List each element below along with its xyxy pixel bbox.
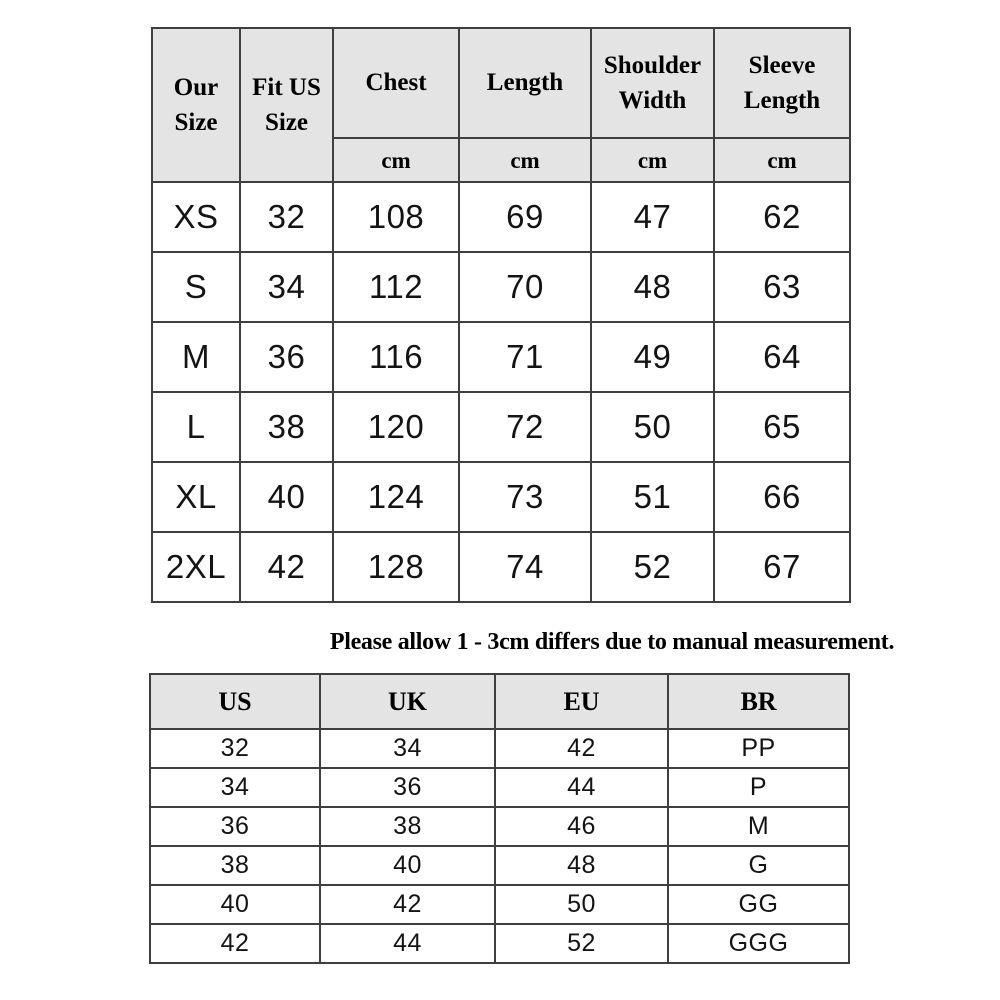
- table-cell: 112: [333, 252, 459, 322]
- table-cell: 48: [495, 846, 668, 885]
- table-cell: 38: [240, 392, 333, 462]
- column-header-eu: EU: [495, 674, 668, 729]
- table-row: [150, 885, 849, 924]
- table-row: [152, 252, 850, 322]
- table-cell: L: [152, 392, 240, 462]
- table-cell: 66: [714, 462, 850, 532]
- table-cell: 69: [459, 182, 591, 252]
- conversion-table-body: [150, 729, 849, 963]
- table-cell: 48: [591, 252, 714, 322]
- table-cell: 51: [591, 462, 714, 532]
- table-cell: 74: [459, 532, 591, 602]
- header-row: [152, 28, 850, 138]
- conversion-table-header: [150, 674, 849, 729]
- table-row: [152, 462, 850, 532]
- table-row: [152, 322, 850, 392]
- table-cell: 42: [320, 885, 495, 924]
- table-cell: 44: [495, 768, 668, 807]
- table-cell: 62: [714, 182, 850, 252]
- table-cell: 40: [320, 846, 495, 885]
- table-cell: 34: [320, 729, 495, 768]
- column-header-length: Length: [459, 28, 591, 138]
- unit-cell-shoulder-width: cm: [591, 138, 714, 182]
- column-header-uk: UK: [320, 674, 495, 729]
- table-cell: 36: [320, 768, 495, 807]
- table-cell: 65: [714, 392, 850, 462]
- table-cell: 36: [240, 322, 333, 392]
- table-cell: M: [152, 322, 240, 392]
- table-cell: G: [668, 846, 849, 885]
- table-row: [150, 924, 849, 963]
- column-header-our-size: Our Size: [152, 28, 240, 182]
- table-row: [150, 807, 849, 846]
- unit-cell-length: cm: [459, 138, 591, 182]
- table-cell: 2XL: [152, 532, 240, 602]
- table-cell: P: [668, 768, 849, 807]
- table-cell: 42: [240, 532, 333, 602]
- table-cell: 34: [240, 252, 333, 322]
- column-header-fit-us-size: Fit US Size: [240, 28, 333, 182]
- table-cell: PP: [668, 729, 849, 768]
- table-cell: 44: [320, 924, 495, 963]
- unit-cell-sleeve-length: cm: [714, 138, 850, 182]
- table-cell: 46: [495, 807, 668, 846]
- table-cell: 34: [150, 768, 320, 807]
- table-cell: 40: [150, 885, 320, 924]
- table-cell: 73: [459, 462, 591, 532]
- table-row: [152, 392, 850, 462]
- table-cell: 47: [591, 182, 714, 252]
- table-cell: 42: [150, 924, 320, 963]
- table-cell: XL: [152, 462, 240, 532]
- table-row: [150, 846, 849, 885]
- table-cell: 72: [459, 392, 591, 462]
- table-cell: 124: [333, 462, 459, 532]
- table-cell: 71: [459, 322, 591, 392]
- table-cell: 42: [495, 729, 668, 768]
- table-cell: 108: [333, 182, 459, 252]
- size-table-header: [152, 28, 850, 182]
- table-cell: 70: [459, 252, 591, 322]
- table-cell: 32: [150, 729, 320, 768]
- header-row: [150, 674, 849, 729]
- size-measurement-table: [151, 27, 851, 603]
- column-header-br: BR: [668, 674, 849, 729]
- table-cell: 63: [714, 252, 850, 322]
- table-row: [152, 532, 850, 602]
- table-cell: 120: [333, 392, 459, 462]
- measurement-tolerance-note: Please allow 1 - 3cm differs due to manual measurement.: [329, 629, 895, 655]
- table-cell: S: [152, 252, 240, 322]
- table-cell: GG: [668, 885, 849, 924]
- column-header-chest: Chest: [333, 28, 459, 138]
- table-cell: 49: [591, 322, 714, 392]
- size-conversion-table: [149, 673, 850, 964]
- table-cell: 50: [591, 392, 714, 462]
- table-cell: 67: [714, 532, 850, 602]
- table-cell: M: [668, 807, 849, 846]
- table-cell: 128: [333, 532, 459, 602]
- table-cell: 36: [150, 807, 320, 846]
- column-header-shoulder-width: Shoulder Width: [591, 28, 714, 138]
- table-cell: 38: [150, 846, 320, 885]
- size-table-body: [152, 182, 850, 602]
- table-cell: 32: [240, 182, 333, 252]
- unit-cell-chest: cm: [333, 138, 459, 182]
- column-header-us: US: [150, 674, 320, 729]
- table-row: [152, 182, 850, 252]
- table-cell: XS: [152, 182, 240, 252]
- table-cell: 40: [240, 462, 333, 532]
- table-cell: 64: [714, 322, 850, 392]
- table-cell: 52: [591, 532, 714, 602]
- table-cell: 38: [320, 807, 495, 846]
- table-cell: 50: [495, 885, 668, 924]
- table-cell: 116: [333, 322, 459, 392]
- table-row: [150, 768, 849, 807]
- table-row: [150, 729, 849, 768]
- column-header-sleeve-length: Sleeve Length: [714, 28, 850, 138]
- table-cell: 52: [495, 924, 668, 963]
- table-cell: GGG: [668, 924, 849, 963]
